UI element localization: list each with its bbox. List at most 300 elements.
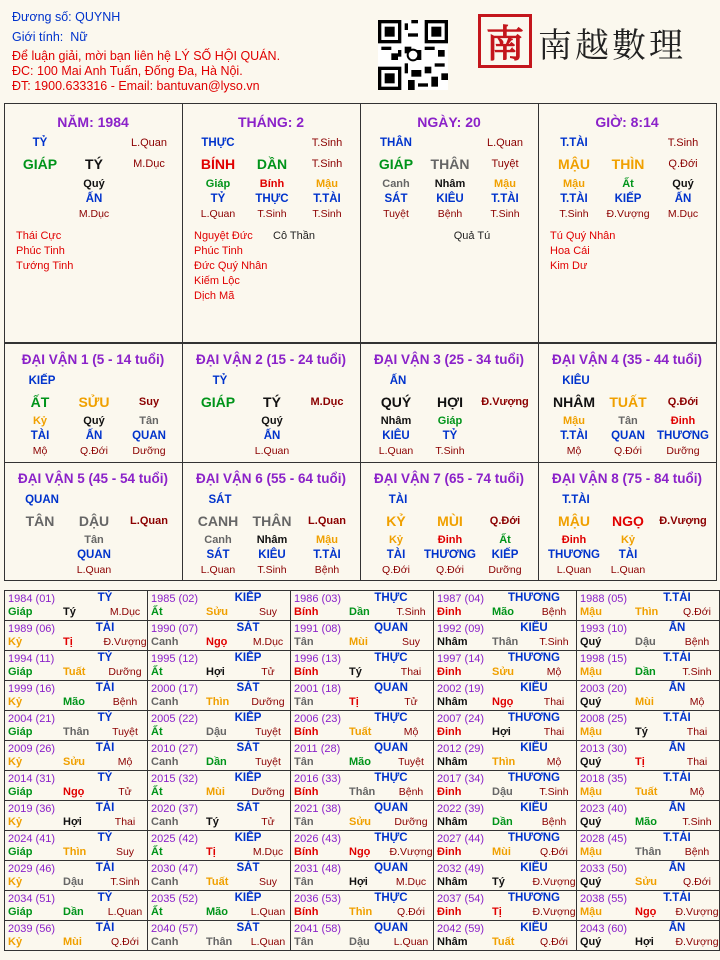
year-stage: Mộ	[403, 726, 419, 738]
year-stage: Thai	[400, 666, 422, 678]
year-branch: Dần	[349, 606, 370, 618]
year-stem: Bính	[294, 786, 319, 798]
year-stem: Canh	[151, 696, 179, 708]
year-god: SÁT	[236, 862, 260, 874]
year-branch: Dậu	[635, 636, 656, 648]
year-god: KIÊU	[520, 802, 548, 814]
year-god: ẤN	[668, 922, 686, 934]
year-stage: Mộ	[117, 756, 133, 768]
year-branch: Thìn	[492, 756, 516, 768]
year-cell	[433, 890, 577, 921]
year-stage: M.Dục	[395, 876, 427, 888]
year-cell	[4, 680, 148, 711]
decade-hidden-stem: Kỷ	[620, 534, 636, 546]
year-god: KIẾP	[234, 712, 262, 724]
qr-code-icon	[378, 20, 448, 90]
year-stage: T.Sinh	[682, 666, 712, 678]
decade-god: KIÊU	[562, 375, 590, 387]
year-stem: Canh	[151, 636, 179, 648]
pillar-branch: TÝ	[85, 156, 103, 172]
year-label: 2004 (21)	[8, 713, 56, 725]
year-stem: Kỷ	[8, 816, 23, 828]
year-god: KIẾP	[234, 892, 262, 904]
year-stem: Canh	[151, 816, 179, 828]
decade-hidden-god: KIẾP	[491, 549, 519, 561]
year-stem: Tân	[294, 696, 314, 708]
decade-hidden-stem: Quý	[261, 415, 283, 427]
year-label: 2038 (55)	[580, 893, 628, 905]
decade-branch: MÙI	[437, 513, 463, 529]
year-cell	[433, 710, 577, 741]
year-god: TỶ	[97, 652, 113, 664]
year-stem: Ất	[151, 846, 163, 858]
hidden-god: KIÊU	[436, 193, 464, 205]
year-god: QUAN	[374, 802, 408, 814]
pillar-stem: GIÁP	[378, 156, 414, 172]
pillar-branch: THÌN	[611, 156, 645, 172]
year-cell	[290, 590, 434, 621]
year-stage: L.Quan	[250, 906, 286, 918]
year-cell	[4, 620, 148, 651]
year-stem: Kỷ	[8, 876, 23, 888]
gender-label: Giới tính:	[12, 30, 64, 44]
year-god: T.TÀI	[663, 712, 691, 724]
year-stem: Giáp	[8, 666, 33, 678]
year-label: 1986 (03)	[294, 593, 342, 605]
star-item: Phúc Tinh	[194, 245, 243, 257]
year-stage: T.Sinh	[539, 786, 569, 798]
year-cell	[147, 620, 291, 651]
decade-god: ẤN	[389, 375, 407, 387]
decade-hidden-stage: T.Sinh	[435, 445, 465, 457]
year-god: THƯƠNG	[508, 592, 560, 604]
year-stem: Quý	[580, 696, 602, 708]
year-branch: Ngọ	[349, 846, 371, 858]
decade-stage: Q.Đới	[489, 515, 521, 527]
year-stage: Tuyệt	[255, 726, 281, 738]
year-stem: Đinh	[437, 666, 462, 678]
decade-stage: Đ.Vượng	[659, 515, 707, 527]
year-branch: Tuất	[63, 666, 86, 678]
year-cell	[576, 800, 720, 831]
year-label: 2024 (41)	[8, 833, 56, 845]
year-god: T.TÀI	[663, 892, 691, 904]
year-branch: Hợi	[206, 666, 225, 678]
hidden-god: T.TÀI	[491, 193, 519, 205]
decade-hidden-stem: Đinh	[561, 534, 587, 546]
decade-stem: CANH	[197, 513, 239, 529]
decade-hidden-stem: Giáp	[437, 415, 463, 427]
year-label: 2009 (26)	[8, 743, 56, 755]
year-stem: Nhâm	[437, 636, 468, 648]
year-label: 1987 (04)	[437, 593, 485, 605]
year-label: 2033 (50)	[580, 863, 628, 875]
pillar-top-stage: L.Quan	[130, 137, 168, 149]
pillar-top-stage: T.Sinh	[667, 137, 699, 149]
year-god: KIÊU	[520, 682, 548, 694]
hidden-stem: Mậu	[563, 178, 585, 190]
year-label: 2032 (49)	[437, 863, 485, 875]
year-branch: Sửu	[492, 666, 515, 678]
year-label: 1990 (07)	[151, 623, 199, 635]
year-stem: Kỷ	[8, 936, 23, 948]
decade-stage: Đ.Vượng	[481, 396, 529, 408]
decade-hidden-stem: Ất	[499, 534, 511, 546]
year-cell	[290, 680, 434, 711]
year-branch: Sửu	[349, 816, 372, 828]
year-branch: Thìn	[63, 846, 87, 858]
decade-hidden-god: THƯƠNG	[657, 430, 709, 442]
gender-row	[12, 30, 88, 44]
year-stage: T.Sinh	[539, 636, 569, 648]
year-stem: Kỷ	[8, 756, 23, 768]
decade-hidden-stem: Đinh	[437, 534, 463, 546]
year-stage: L.Quan	[393, 936, 429, 948]
year-label: 2037 (54)	[437, 893, 485, 905]
year-stage: Dưỡng	[251, 786, 285, 798]
year-god: ẤN	[668, 802, 686, 814]
hidden-god: ẤN	[674, 193, 692, 205]
year-branch: Dần	[206, 756, 227, 768]
hidden-stem: Mậu	[316, 178, 338, 190]
year-stage: Thai	[543, 696, 565, 708]
year-stage: Q.Đới	[683, 876, 711, 888]
year-stem: Canh	[151, 876, 179, 888]
year-stem: Quý	[580, 636, 602, 648]
year-cell	[147, 650, 291, 681]
decade-stage: L.Quan	[130, 515, 168, 527]
year-cell	[290, 740, 434, 771]
year-god: THƯƠNG	[508, 652, 560, 664]
star-item-secondary: Quả Tú	[453, 230, 491, 242]
brand-logo: 南越數理	[538, 26, 686, 66]
year-branch: Mão	[349, 756, 371, 768]
year-label: 1992 (09)	[437, 623, 485, 635]
decade-stem: QUÝ	[380, 394, 412, 410]
year-label: 2020 (37)	[151, 803, 199, 815]
year-god: ẤN	[668, 862, 686, 874]
year-label: 1989 (06)	[8, 623, 56, 635]
star-item-secondary: Cô Thần	[273, 230, 315, 242]
pillar-title: THÁNG: 2	[237, 114, 305, 130]
decade-branch: NGỌ	[612, 513, 644, 529]
year-label: 1984 (01)	[8, 593, 56, 605]
year-god: KIẾP	[234, 592, 262, 604]
hidden-stage: T.Sinh	[490, 208, 520, 220]
year-stem: Tân	[294, 756, 314, 768]
year-stage: Tuyệt	[398, 756, 424, 768]
year-stem: Nhâm	[437, 876, 468, 888]
year-label: 2027 (44)	[437, 833, 485, 845]
pillar-stem: MẬU	[558, 156, 590, 172]
year-branch: Tị	[635, 756, 645, 768]
year-stem: Nhâm	[437, 756, 468, 768]
decade-hidden-god: T.TÀI	[313, 549, 341, 561]
star-item: Nguyệt Đức	[194, 230, 253, 242]
year-label: 2017 (34)	[437, 773, 485, 785]
year-branch: Ngọ	[492, 696, 514, 708]
pillar-title: GIỜ: 8:14	[595, 114, 659, 130]
year-stage: L.Quan	[250, 936, 286, 948]
year-god: QUAN	[374, 682, 408, 694]
year-stage: Mộ	[689, 696, 705, 708]
year-stem: Bính	[294, 606, 319, 618]
year-god: SÁT	[236, 742, 260, 754]
year-cell	[576, 620, 720, 651]
decade-hidden-stage: L.Quan	[200, 564, 236, 576]
year-god: QUAN	[374, 862, 408, 874]
year-label: 1993 (10)	[580, 623, 628, 635]
year-branch: Tuất	[206, 876, 229, 888]
year-stem: Canh	[151, 756, 179, 768]
decade-branch: THÂN	[252, 513, 292, 529]
year-cell	[4, 860, 148, 891]
hidden-god: THỰC	[255, 193, 289, 205]
decade-stage: Q.Đới	[667, 396, 699, 408]
year-stem: Kỷ	[8, 696, 23, 708]
year-label: 2042 (59)	[437, 923, 485, 935]
year-cell	[290, 860, 434, 891]
year-cell	[576, 830, 720, 861]
year-stem: Canh	[151, 936, 179, 948]
hidden-stem: Ất	[622, 178, 634, 190]
year-stem: Đinh	[437, 906, 462, 918]
decade-god: TỶ	[212, 375, 228, 387]
year-label: 1999 (16)	[8, 683, 56, 695]
decade-hidden-stem: Kỷ	[32, 415, 48, 427]
decade-stem: TÂN	[25, 513, 55, 529]
year-stage: M.Dục	[252, 636, 284, 648]
year-branch: Mão	[206, 906, 228, 918]
year-cell	[576, 920, 720, 951]
year-label: 2041 (58)	[294, 923, 342, 935]
year-label: 2006 (23)	[294, 713, 342, 725]
year-label: 1991 (08)	[294, 623, 342, 635]
hidden-stem: Nhâm	[434, 178, 466, 190]
year-branch: Tị	[63, 636, 73, 648]
year-stage: Đ.Vượng	[103, 636, 147, 648]
decade-hidden-god: TÀI	[618, 549, 638, 561]
year-branch: Thân	[635, 846, 662, 858]
year-god: TỶ	[97, 772, 113, 784]
year-stem: Mậu	[580, 846, 602, 858]
year-stem: Bính	[294, 846, 319, 858]
year-label: 1985 (02)	[151, 593, 199, 605]
year-god: THỰC	[374, 892, 408, 904]
year-god: QUAN	[374, 742, 408, 754]
decade-hidden-stage: Q.Đới	[614, 445, 642, 457]
year-stem: Giáp	[8, 606, 33, 618]
hidden-god: ẤN	[85, 193, 103, 205]
year-cell	[147, 920, 291, 951]
hidden-stage: T.Sinh	[559, 208, 589, 220]
year-branch: Tị	[206, 846, 216, 858]
year-god: KIẾP	[234, 652, 262, 664]
year-stage: Dưỡng	[394, 816, 428, 828]
star-item: Thái Cực	[16, 230, 62, 242]
decade-hidden-god: THƯƠNG	[424, 549, 476, 561]
year-stage: Đ.Vượng	[389, 846, 433, 858]
year-stage: Q.Đới	[683, 606, 711, 618]
star-item: Đức Quý Nhân	[194, 260, 268, 272]
year-stage: Thai	[686, 726, 708, 738]
year-stem: Mậu	[580, 726, 602, 738]
year-branch: Tý	[635, 726, 648, 738]
year-cell	[290, 800, 434, 831]
year-label: 1994 (11)	[8, 653, 55, 665]
year-stem: Quý	[580, 876, 602, 888]
year-stage: Mộ	[689, 786, 705, 798]
year-god: T.TÀI	[663, 652, 691, 664]
year-stage: Q.Đới	[397, 906, 425, 918]
pillar-top-god: THỰC	[201, 137, 235, 149]
year-god: SÁT	[236, 622, 260, 634]
year-god: KIÊU	[520, 862, 548, 874]
decade-hidden-god: T.TÀI	[560, 430, 588, 442]
year-branch: Mùi	[206, 786, 225, 798]
decade-god: QUAN	[25, 494, 59, 506]
year-branch: Dậu	[63, 876, 84, 888]
decade-branch: HỢI	[437, 394, 463, 410]
decade-branch: TUẤT	[609, 394, 647, 410]
year-branch: Tuất	[349, 726, 372, 738]
year-stem: Ất	[151, 666, 163, 678]
decade-hidden-stage: Q.Đới	[382, 564, 410, 576]
year-god: TÀI	[95, 802, 115, 814]
year-god: TỶ	[97, 892, 113, 904]
year-stem: Đinh	[437, 726, 462, 738]
decade-title: ĐẠI VẬN 2 (15 - 24 tuổi)	[195, 352, 347, 367]
year-god: THƯƠNG	[508, 772, 560, 784]
year-stage: Thai	[543, 726, 565, 738]
year-stage: Dưỡng	[251, 696, 285, 708]
year-stem: Mậu	[580, 786, 602, 798]
hidden-stem: Quý	[83, 178, 105, 190]
year-cell	[4, 710, 148, 741]
year-cell	[147, 770, 291, 801]
year-cell	[433, 770, 577, 801]
decade-stem: MẬU	[558, 513, 590, 529]
year-stage: Tử	[261, 816, 275, 828]
year-branch: Dậu	[492, 786, 513, 798]
year-stem: Kỷ	[8, 636, 23, 648]
year-stage: Đ.Vượng	[532, 876, 576, 888]
hidden-stem: Quý	[672, 178, 694, 190]
year-stem: Giáp	[8, 786, 33, 798]
year-label: 2021 (38)	[294, 803, 342, 815]
pillar-branch-stage: M.Dục	[133, 158, 165, 170]
decade-hidden-stem: Kỷ	[388, 534, 404, 546]
year-branch: Ngọ	[635, 906, 657, 918]
decade-title: ĐẠI VẬN 5 (45 - 54 tuổi)	[17, 471, 169, 486]
year-god: T.TÀI	[663, 592, 691, 604]
year-cell	[433, 800, 577, 831]
year-cell	[433, 590, 577, 621]
year-stem: Mậu	[580, 906, 602, 918]
year-stage: Bệnh	[684, 846, 710, 858]
year-label: 2025 (42)	[151, 833, 199, 845]
hidden-stage: T.Sinh	[312, 208, 342, 220]
year-god: KIÊU	[520, 922, 548, 934]
hidden-god: SÁT	[384, 193, 408, 205]
year-cell	[147, 680, 291, 711]
year-stage: Tử	[261, 666, 275, 678]
star-item: Hoa Cái	[550, 245, 590, 257]
year-label: 2028 (45)	[580, 833, 628, 845]
year-stage: Bệnh	[541, 816, 567, 828]
year-stage: Mộ	[546, 756, 562, 768]
decade-hidden-stage: Mộ	[32, 445, 48, 457]
year-cell	[147, 890, 291, 921]
decade-hidden-god: SÁT	[206, 549, 230, 561]
decade-hidden-stem: Mậu	[316, 534, 338, 546]
year-stem: Quý	[580, 816, 602, 828]
year-stem: Ất	[151, 906, 163, 918]
year-stem: Mậu	[580, 606, 602, 618]
year-stem: Quý	[580, 756, 602, 768]
year-god: ẤN	[668, 682, 686, 694]
year-stage: M.Dục	[252, 846, 284, 858]
year-branch: Tị	[492, 906, 502, 918]
year-stem: Ất	[151, 726, 163, 738]
year-stage: Suy	[401, 636, 421, 648]
year-stem: Đinh	[437, 786, 462, 798]
year-cell	[147, 590, 291, 621]
hidden-god: T.TÀI	[560, 193, 588, 205]
year-label: 2022 (39)	[437, 803, 485, 815]
year-god: THỰC	[374, 712, 408, 724]
year-label: 2043 (60)	[580, 923, 628, 935]
year-god: TÀI	[95, 922, 115, 934]
year-stage: Đ.Vượng	[532, 906, 576, 918]
year-god: KIẾP	[234, 832, 262, 844]
year-cell	[147, 860, 291, 891]
year-cell	[290, 620, 434, 651]
decade-title: ĐẠI VẬN 4 (35 - 44 tuổi)	[551, 352, 703, 367]
year-stem: Nhâm	[437, 936, 468, 948]
contact-line-1: Để luận giải, mời bạn liên hệ LÝ SỐ HỘI QUÁN.	[12, 49, 281, 63]
hidden-stage: L.Quan	[200, 208, 236, 220]
decade-title: ĐẠI VẬN 8 (75 - 84 tuổi)	[551, 471, 703, 486]
year-branch: Tý	[206, 816, 219, 828]
year-cell	[147, 800, 291, 831]
year-branch: Mão	[492, 606, 514, 618]
year-branch: Thân	[349, 786, 376, 798]
hidden-stem: Mậu	[494, 178, 516, 190]
decade-stem: ẤT	[30, 394, 50, 410]
year-branch: Mùi	[492, 846, 511, 858]
year-god: T.TÀI	[663, 772, 691, 784]
year-branch: Tuất	[635, 786, 658, 798]
year-branch: Sửu	[635, 876, 658, 888]
year-god: TÀI	[95, 862, 115, 874]
decade-hidden-god: THƯƠNG	[548, 549, 600, 561]
hidden-stage: T.Sinh	[257, 208, 287, 220]
decade-hidden-stem: Canh	[204, 534, 232, 546]
year-cell	[576, 590, 720, 621]
year-branch: Thìn	[206, 696, 230, 708]
decade-hidden-god: QUAN	[611, 430, 645, 442]
year-branch: Dần	[63, 906, 84, 918]
gender-value: Nữ	[70, 30, 88, 44]
year-label: 1997 (14)	[437, 653, 485, 665]
decade-hidden-stage: Dưỡng	[132, 445, 166, 457]
year-branch: Mùi	[635, 696, 654, 708]
year-label: 2014 (31)	[8, 773, 56, 785]
hidden-stage: M.Dục	[667, 208, 699, 220]
year-god: TỶ	[97, 712, 113, 724]
year-cell	[290, 650, 434, 681]
